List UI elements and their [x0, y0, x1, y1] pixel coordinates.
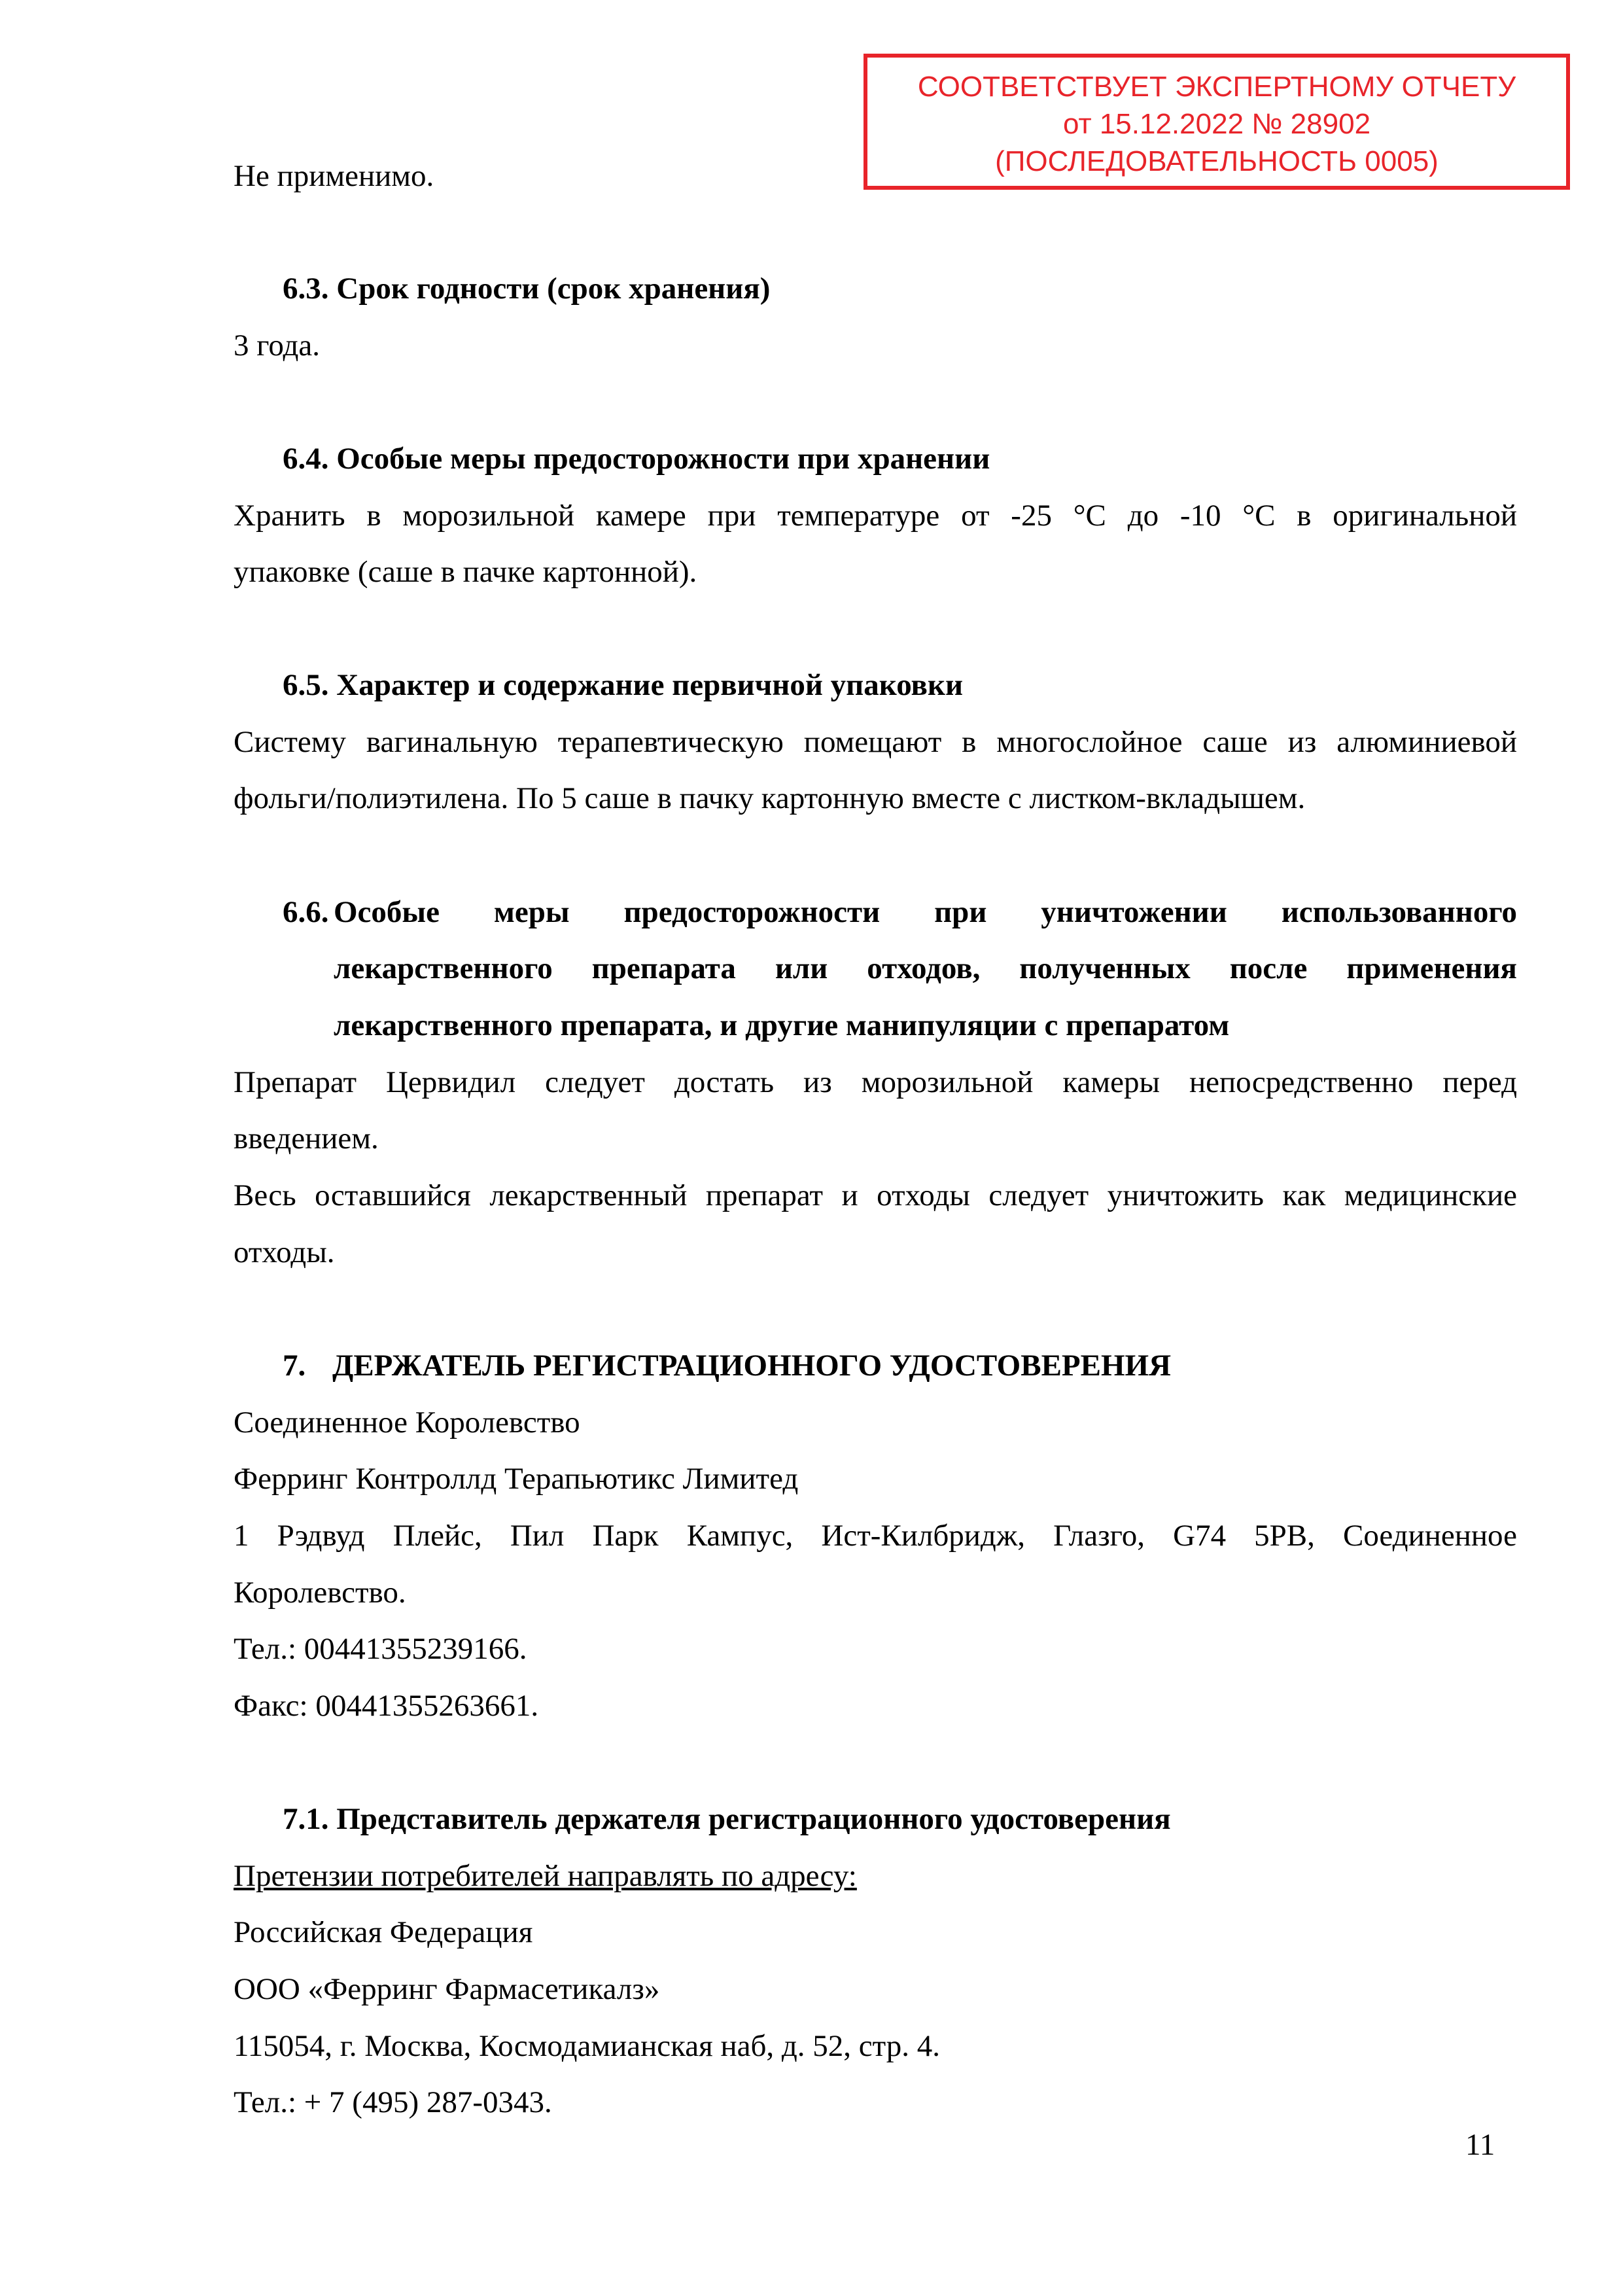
representative-phone: Тел.: + 7 (495) 287-0343.	[234, 2085, 552, 2119]
section-7-title	[283, 1347, 1171, 1384]
section-6-6-title-text-1: Особые меры предосторожности при уничтожении использованного	[334, 895, 1517, 929]
representative-address: 115054, г. Москва, Космодамианская наб, д. 52, стр. 4.	[234, 2029, 941, 2063]
holder-company: Ферринг Контроллд Терапьютикс Лимитед	[234, 1462, 799, 1496]
section-6-6-title-line-3: лекарственного препарата, и другие манипуляции с препаратом	[334, 1008, 1230, 1042]
section-6-6-line-4: отходы.	[234, 1235, 335, 1269]
section-6-4-line-1: Хранить в морозильной камере при температуре от -25 °С до -10 °С в оригинальной	[234, 499, 1517, 533]
intro-text: Не применимо.	[234, 159, 434, 193]
stamp-line-2: от 15.12.2022 № 28902	[1062, 108, 1371, 140]
holder-country: Соединенное Королевство	[234, 1405, 580, 1439]
section-6-5-line-1: Систему вагинальную терапевтическую помещают в многослойное саше из алюминиевой	[234, 725, 1517, 759]
section-6-6-line-1: Препарат Цервидил следует достать из морозильной камеры непосредственно перед	[234, 1065, 1517, 1099]
section-6-6-title-line-2: лекарственного препарата или отходов, полученных после применения	[334, 951, 1517, 985]
section-6-6-title-line-1	[283, 894, 1517, 930]
holder-address-line-2: Королевство.	[234, 1576, 406, 1610]
section-7-number: 7.	[283, 1349, 306, 1383]
section-7-1-title: 7.1. Представитель держателя регистрационного удостоверения	[283, 1802, 1171, 1836]
representative-company: ООО «Ферринг Фармасетикалз»	[234, 1972, 660, 2006]
section-6-5-title: 6.5. Характер и содержание первичной упаковки	[283, 668, 964, 702]
section-6-5-line-2: фольги/полиэтилена. По 5 саше в пачку картонную вместе с листком-вкладышем.	[234, 781, 1306, 815]
section-6-3-title: 6.3. Срок годности (срок хранения)	[283, 272, 771, 306]
claims-note-text: Претензии потребителей направлять по адресу:	[234, 1859, 857, 1893]
holder-phone: Тел.: 00441355239166.	[234, 1632, 527, 1666]
section-6-6-line-3: Весь оставшийся лекарственный препарат и отходы следует уничтожить как медицинские	[234, 1178, 1517, 1212]
section-7-title-text: ДЕРЖАТЕЛЬ РЕГИСТРАЦИОННОГО УДОСТОВЕРЕНИЯ	[332, 1349, 1172, 1383]
section-6-4-title: 6.4. Особые меры предосторожности при хранении	[283, 442, 990, 476]
holder-address-line-1: 1 Рэдвуд Плейс, Пил Парк Кампус, Ист-Килбридж, Глазго, G74 5PB, Соединенное	[234, 1519, 1517, 1553]
section-6-4-line-2: упаковке (саше в пачке картонной).	[234, 555, 697, 589]
representative-country: Российская Федерация	[234, 1915, 533, 1949]
section-6-6-number: 6.6.	[283, 895, 329, 929]
stamp-line-1: СООТВЕТСТВУЕТ ЭКСПЕРТНОМУ ОТЧЕТУ	[917, 71, 1516, 103]
section-6-3-text: 3 года.	[234, 328, 321, 362]
claims-note	[234, 1858, 1517, 1894]
section-6-6-line-2: введением.	[234, 1122, 379, 1156]
holder-fax: Факс: 00441355263661.	[234, 1689, 539, 1723]
page-number: 11	[1465, 2128, 1495, 2162]
stamp-line-3: (ПОСЛЕДОВАТЕЛЬНОСТЬ 0005)	[995, 145, 1439, 177]
